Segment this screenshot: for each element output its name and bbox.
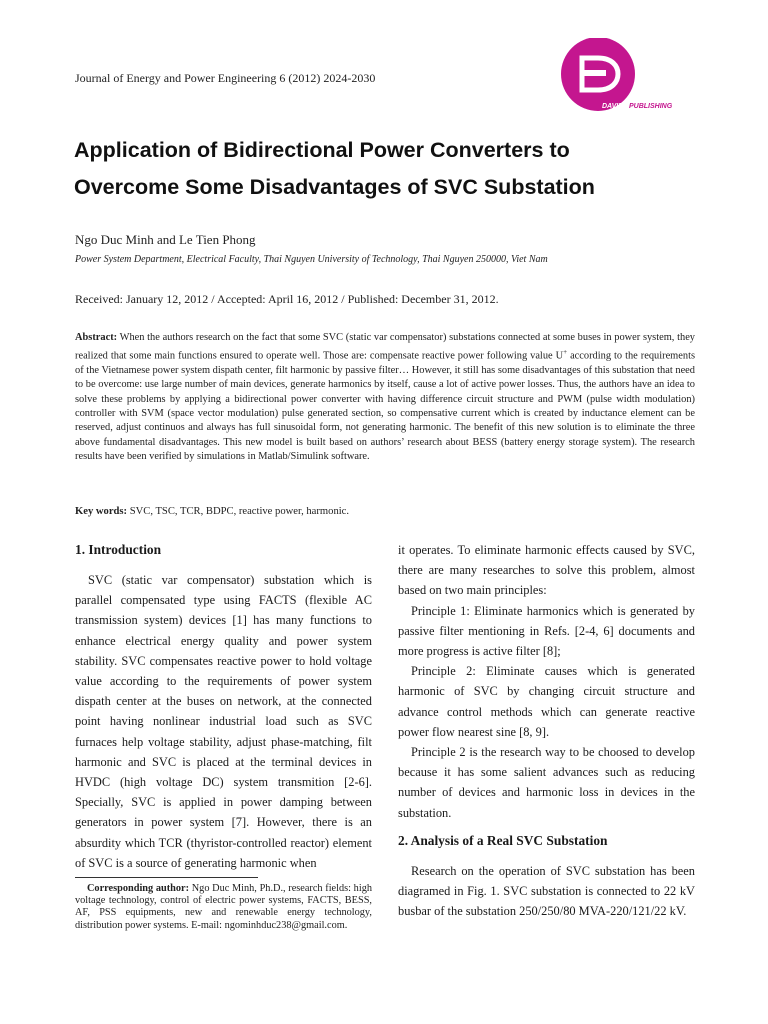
keywords-label: Key words: (75, 506, 128, 517)
left-column (75, 540, 372, 873)
section-2-heading: 2. Analysis of a Real SVC Substation (398, 832, 608, 848)
logo-letter: D (597, 81, 599, 82)
keywords-text: SVC, TSC, TCR, BDPC, reactive power, harmonic. (127, 506, 350, 517)
footnote-text: Ngo Duc Minh, Ph.D., research fields: high voltage technology, control of electric power systems, FACTS, BESS, AF, PSS equipments, new and renewable energy technology, distribution power systems. E-mail: ngominhduc238@gmail.com. (75, 883, 372, 931)
abstract-text-a: When the authors research on the fact that some SVC (static var compensator) substations connected at some buses in power system, they realized that some main functions ensured to operate well. Those are: compensate reactive power following value U (75, 332, 695, 362)
journal-header: Journal of Energy and Power Engineering 6 (2012) 2024-2030 (75, 71, 376, 85)
logo-word-publishing: PUBLISHING (629, 103, 673, 110)
right-column (398, 540, 695, 921)
footnote-label: Corresponding author: (87, 883, 190, 894)
publication-dates: Received: January 12, 2012 / Accepted: April 16, 2012 / Published: December 31, 2012. (75, 292, 499, 306)
footnote (75, 883, 372, 932)
paper-title (74, 132, 694, 206)
principle-2: Principle 2: Eliminate causes which is generated harmonic of SVC by changing circuit structure and advance control methods which can generate reactive power flow nearest sine [8, 9]. (398, 664, 695, 739)
keywords (75, 506, 349, 517)
abstract (75, 331, 695, 464)
abstract-sup: + (563, 348, 568, 357)
section-2-paragraph: Research on the operation of SVC substation has been diagramed in Fig. 1. SVC substation is connected to 22 kV busbar of the substation 250/250/80 MVA-220/121/22 kV. (398, 863, 695, 919)
affiliation: Power System Department, Electrical Faculty, Thai Nguyen University of Technology, Thai Nguyen 250000, Viet Nam (75, 254, 548, 265)
principle-1: Principle 1: Eliminate harmonics which is generated by passive filter mentioning in Refs. [2-4, 6] documents and more progress is active filter [8]; (398, 603, 695, 659)
authors: Ngo Duc Minh and Le Tien Phong (75, 232, 256, 247)
david-publishing-logo (558, 38, 696, 114)
abstract-text-b: according to the requirements of the Vietnamese power system dispath center, filt harmonic by passive filter… However, it still has some disadvantages of this substation that need to be overcome: use large number of main devices, generate harmonics by itself, cause a lot of active power losses. Thus, the authors have an idea to solve these problems by applying a bidirectional power converter with having difference circuit structure and PWM (pulse width modulation) controller with SVM (space vector modulation) pulse generated section, so compensative current which is created by inductance element can be reserved, adjust continuos and always has full sinusoidal form, not generating harmonic. The benefit of this new solution is to eliminate the three above fundamental disadvantages. This new model is built based on authors’ research about BESS (battery energy storage system). The research results have been verified by simulations in Matlab/Simulink software. (75, 350, 695, 462)
title-line-1: Application of Bidirectional Power Converters to (74, 138, 570, 162)
intro-continued: it operates. To eliminate harmonic effects caused by SVC, there are many researches to solve this problem, almost based on two main principles: (398, 543, 695, 598)
section-1-heading: 1. Introduction (75, 542, 162, 557)
footnote-rule (75, 877, 258, 878)
intro-paragraph: SVC (static var compensator) substation which is parallel compensated type using FACTS (flexible AC transmission system) devices [1] has many functions to enhance electrical energy quality and power system stability. SVC compensates reactive power to hold voltage value according to the requirements of power system dispath center at the buses on network, at the connected point having nonlinear industrial load such as SVC furnaces help voltage stability, adjust phase-matching, filt harmonic and SVC is placed at the terminal devices in HVDC (high voltage DC) system transmition [2-6]. Specially, SVC is applied in power damping between generators in power system [7]. However, there is an absurdity which TCR (thyristor-controlled reactor) element of SVC is a source of generating harmonic when (75, 573, 372, 870)
logo-word-david: DAVID (602, 103, 624, 110)
principle-2-note: Principle 2 is the research way to be choosed to develop because it has some salient advances such as reducing number of devices and harmonic loss in devices in the substation. (398, 745, 695, 820)
abstract-label: Abstract: (75, 332, 118, 343)
title-line-2: Overcome Some Disadvantages of SVC Substation (74, 175, 595, 199)
